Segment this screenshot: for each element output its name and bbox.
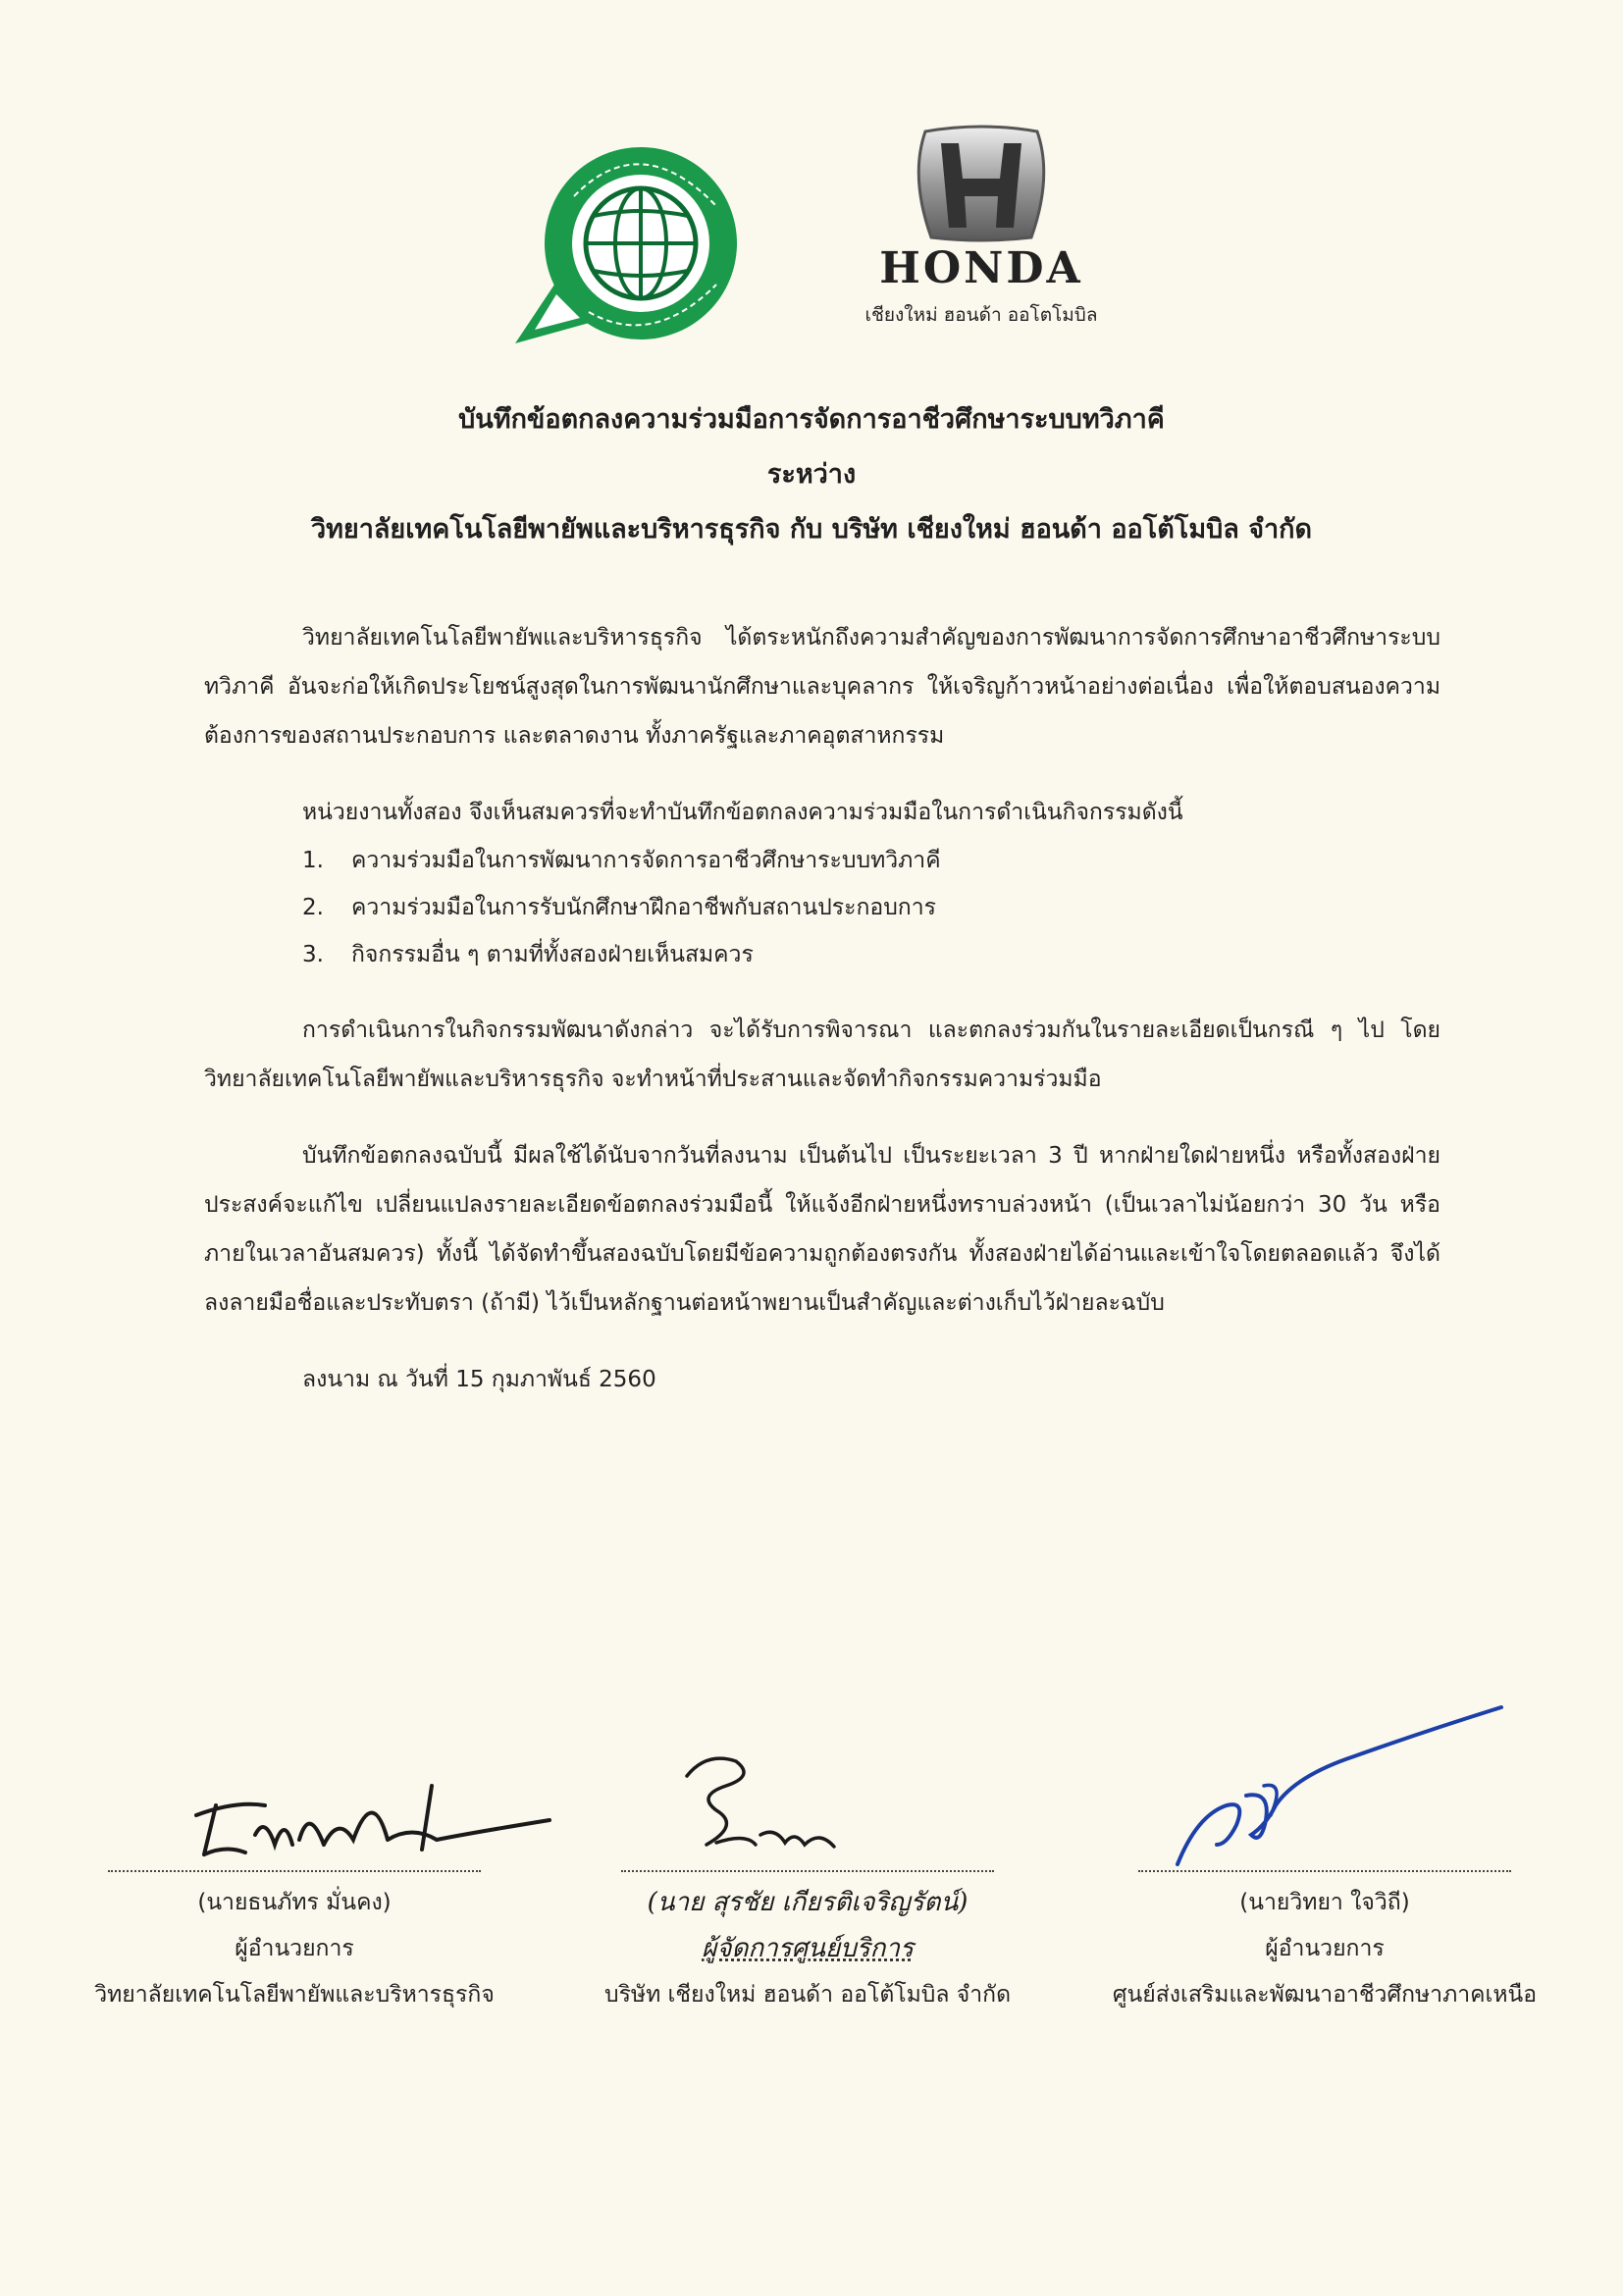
signature-block-left <box>39 1870 550 2018</box>
signatory-organization: บริษัท เชียงใหม่ ฮอนด้า ออโต้โมบิล จำกัด <box>603 1982 1012 2008</box>
signatory-name: (นายธนภัทร มั่นคง) <box>197 1890 392 1915</box>
signatory-name: (นายวิทยา ใจวิถี) <box>1239 1890 1410 1915</box>
signatory-organization: วิทยาลัยเทคโนโลยีพายัพและบริหารธุรกิจ <box>94 1982 495 2008</box>
handwritten-name: (นาย สุรชัย เกียรติเจริญรัตน์) <box>647 1888 969 1917</box>
signature-line <box>621 1870 994 1872</box>
signature-block-right <box>1070 1870 1580 2018</box>
signatory-organization: ศูนย์ส่งเสริมและพัฒนาอาชีวศึกษาภาคเหนือ <box>1112 1982 1538 2008</box>
signature-block-center <box>552 1870 1063 2018</box>
honda-h-emblem <box>839 118 1124 245</box>
document-title <box>0 392 1623 557</box>
title-line-3: วิทยาลัยเทคโนโลยีพายัพและบริหารธุรกิจ กับ บริษัท เชียงใหม่ ฮอนด้า ออโต้โมบิล จำกัด <box>310 514 1313 545</box>
paragraph-1: วิทยาลัยเทคโนโลยีพายัพและบริหารธุรกิจ ได้ตระหนักถึงความสำคัญของการพัฒนาการจัดการศึกษาอาชีวศึกษาระบบทวิภาคี อันจะก่อให้เกิดประโยชน์สูงสุดในการพัฒนานักศึกษาและบุคลากร ให้เจริญก้าวหน้าอย่างต่อเนื่อง เพื่อให้ตอบสนองความต้องการของสถานประกอบการ และตลาดงาน ทั้งภาครัฐและภาคอุตสาหกรรม <box>204 625 1440 749</box>
honda-wordmark: HONDA <box>879 243 1083 293</box>
paragraph-2: การดำเนินการในกิจกรรมพัฒนาดังกล่าว จะได้รับการพิจารณา และตกลงร่วมกันในรายละเอียดเป็นกรณี ๆ ไป โดยวิทยาลัยเทคโนโลยีพายัพและบริหารธุรกิจ จะทำหน้าที่ประสานและจัดทำกิจกรรมความร่วมมือ <box>204 1018 1440 1092</box>
college-logo <box>496 137 765 353</box>
signatory-position: ผู้อำนวยการ <box>235 1936 354 1961</box>
signatory-position: ผู้อำนวยการ <box>1265 1936 1385 1961</box>
signed-date: ลงนาม ณ วันที่ 15 กุมภาพันธ์ 2560 <box>302 1367 656 1392</box>
handwritten-position: ผู้จัดการศูนย์บริการ <box>702 1934 914 1963</box>
honda-subtitle: เชียงใหม่ ฮอนด้า ออโตโมบิล <box>864 304 1098 326</box>
list-item: 1. ความร่วมมือในการพัฒนาการจัดการอาชีวศึกษาระบบทวิภาคี <box>302 848 941 873</box>
signature-right <box>1158 1697 1511 1874</box>
honda-logo <box>839 118 1124 334</box>
title-line-2: ระหว่าง <box>766 459 857 490</box>
list-item: 2. ความร่วมมือในการรับนักศึกษาฝึกอาชีพกับสถานประกอบการ <box>302 895 937 920</box>
signature-line <box>108 1870 481 1872</box>
signature-left <box>177 1747 569 1874</box>
document-body <box>204 613 1440 1404</box>
paragraph-3: บันทึกข้อตกลงฉบับนี้ มีผลใช้ได้นับจากวันที่ลงนาม เป็นต้นไป เป็นระยะเวลา 3 ปี หากฝ่ายใดฝ่ายหนึ่ง หรือทั้งสองฝ่ายประสงค์จะแก้ไข เปลี่ยนแปลงรายละเอียดข้อตกลงร่วมมือนี้ ให้แจ้งอีกฝ่ายหนึ่งทราบล่วงหน้า (เป็นเวลาไม่น้อยกว่า 30 วัน หรือภายในเวลาอันสมควร) ทั้งนี้ ได้จัดทำขึ้นสองฉบับโดยมีข้อความถูกต้องตรงกัน ทั้งสองฝ่ายได้อ่านและเข้าใจโดยตลอดแล้ว จึงได้ลงลายมือชื่อและประทับตรา (ถ้ามี) ไว้เป็นหลักฐานต่อหน้าพยานเป็นสำคัญและต่างเก็บไว้ฝ่ายละฉบับ <box>204 1143 1440 1316</box>
title-line-1: บันทึกข้อตกลงความร่วมมือการจัดการอาชีวศึกษาระบบทวิภาคี <box>458 404 1165 435</box>
activity-list <box>204 837 1440 978</box>
intro-line: หน่วยงานทั้งสอง จึงเห็นสมควรที่จะทำบันทึกข้อตกลงความร่วมมือในการดำเนินกิจกรรมดังนี้ <box>302 800 1183 825</box>
signature-line <box>1138 1870 1511 1872</box>
signature-center <box>648 1737 883 1864</box>
list-item: 3. กิจกรรมอื่น ๆ ตามที่ทั้งสองฝ่ายเห็นสมควร <box>302 942 754 967</box>
